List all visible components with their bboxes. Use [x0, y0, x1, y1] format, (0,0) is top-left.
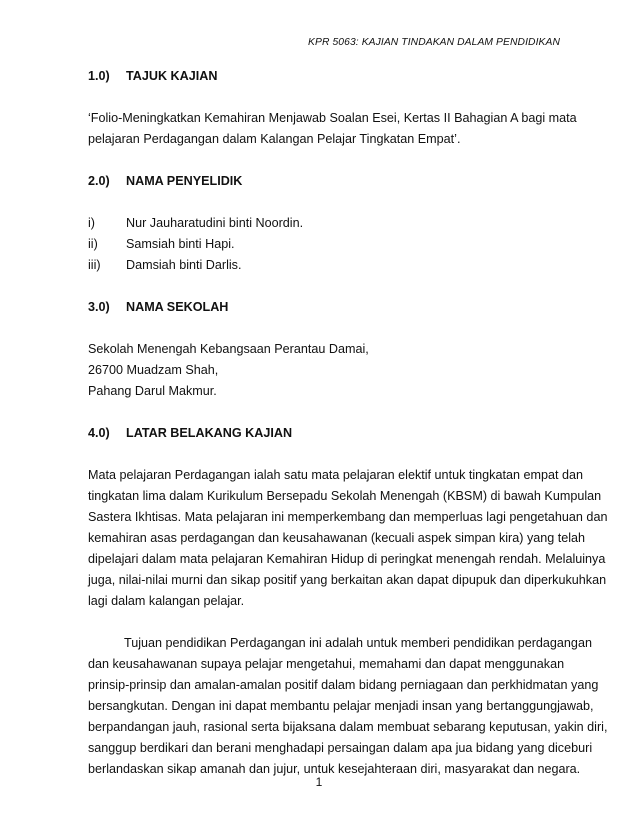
researcher-name: Nur Jauharatudini binti Noordin.: [126, 216, 304, 230]
paragraph-line: kemahiran asas perdagangan dan keusahawanan (kecuali aspek simpan kira) yang telah: [88, 531, 586, 545]
paragraph-line: sanggup berdikari dan berani menghadapi persaingan dalam apa jua bidang yang diceburi: [88, 741, 593, 755]
paragraph-line: prinsip-prinsip dan amalan-amalan positif dalam bidang perniagaan dan perkhidmatan yang: [88, 678, 599, 692]
paragraph-line: berlandaskan sikap amanah dan jujur, untuk kesejahteraan diri, masyarakat dan negara.: [88, 762, 581, 776]
address-line: 26700 Muadzam Shah,: [88, 363, 219, 377]
researcher-name: Damsiah binti Darlis.: [126, 258, 242, 272]
section-heading-tajuk-kajian: [88, 66, 562, 87]
background-paragraph-2: [88, 633, 608, 780]
list-item: [88, 255, 562, 276]
section-number: 1.0): [88, 69, 110, 83]
section-title: NAMA SEKOLAH: [126, 300, 229, 314]
list-index: ii): [88, 237, 98, 251]
researcher-name: Samsiah binti Hapi.: [126, 237, 235, 251]
paragraph-line: pelajaran Perdagangan dalam Kalangan Pelajar Tingkatan Empat’.: [88, 132, 461, 146]
list-item: [88, 213, 562, 234]
paragraph-line: Sastera Ikhtisas. Mata pelajaran ini memperkembang dan memperluas lagi pengetahuan dan: [88, 510, 608, 524]
researcher-list: [88, 213, 562, 276]
section-title: TAJUK KAJIAN: [126, 69, 218, 83]
list-item: [88, 234, 562, 255]
paragraph-line: dan keusahawanan supaya pelajar mengetahui, memahami dan dapat menggunakan: [88, 657, 565, 671]
list-index: iii): [88, 258, 101, 272]
section-title: LATAR BELAKANG KAJIAN: [126, 426, 293, 440]
address-line: Pahang Darul Makmur.: [88, 384, 217, 398]
paragraph-line: Tujuan pendidikan Perdagangan ini adalah untuk memberi pendidikan perdagangan: [124, 636, 592, 650]
background-paragraph-1: [88, 465, 608, 612]
section-heading-nama-penyelidik: [88, 171, 562, 192]
list-index: i): [88, 216, 95, 230]
section-number: 2.0): [88, 174, 110, 188]
paragraph-line: Mata pelajaran Perdagangan ialah satu mata pelajaran elektif untuk tingkatan empat dan: [88, 468, 583, 482]
paragraph-line: lagi dalam kalangan pelajar.: [88, 594, 245, 608]
section-number: 3.0): [88, 300, 110, 314]
school-address: [88, 339, 562, 402]
section-title: NAMA PENYELIDIK: [126, 174, 243, 188]
paragraph-line: tingkatan lima dalam Kurikulum Bersepadu Sekolah Menengah (KBSM) di bawah Kumpulan: [88, 489, 602, 503]
paragraph-line: bersangkutan. Dengan ini dapat membantu pelajar menjadi insan yang bertanggungjawab,: [88, 699, 594, 713]
section-heading-nama-sekolah: [88, 297, 562, 318]
paragraph-line: ‘Folio-Meningkatkan Kemahiran Menjawab Soalan Esei, Kertas II Bahagian A bagi mata: [88, 111, 577, 125]
running-header: KPR 5063: KAJIAN TINDAKAN DALAM PENDIDIKAN: [308, 37, 560, 48]
section-heading-latar-belakang: [88, 423, 562, 444]
address-line: Sekolah Menengah Kebangsaan Perantau Damai,: [88, 342, 369, 356]
paragraph-line: dipelajari dalam mata pelajaran Kemahiran Hidup di peringkat menengah rendah. Melaluinya: [88, 552, 606, 566]
section-number: 4.0): [88, 426, 110, 440]
research-title-paragraph: [88, 108, 577, 150]
paragraph-line: juga, nilai-nilai murni dan sikap positif yang berkaitan akan dapat dipupuk dan diperkukuhkan: [88, 573, 607, 587]
paragraph-line: berpandangan jauh, rasional serta bijaksana dalam membuat sebarang keputusan, yakin diri,: [88, 720, 608, 734]
document-body: [88, 66, 608, 780]
page-number: 1: [315, 775, 323, 789]
